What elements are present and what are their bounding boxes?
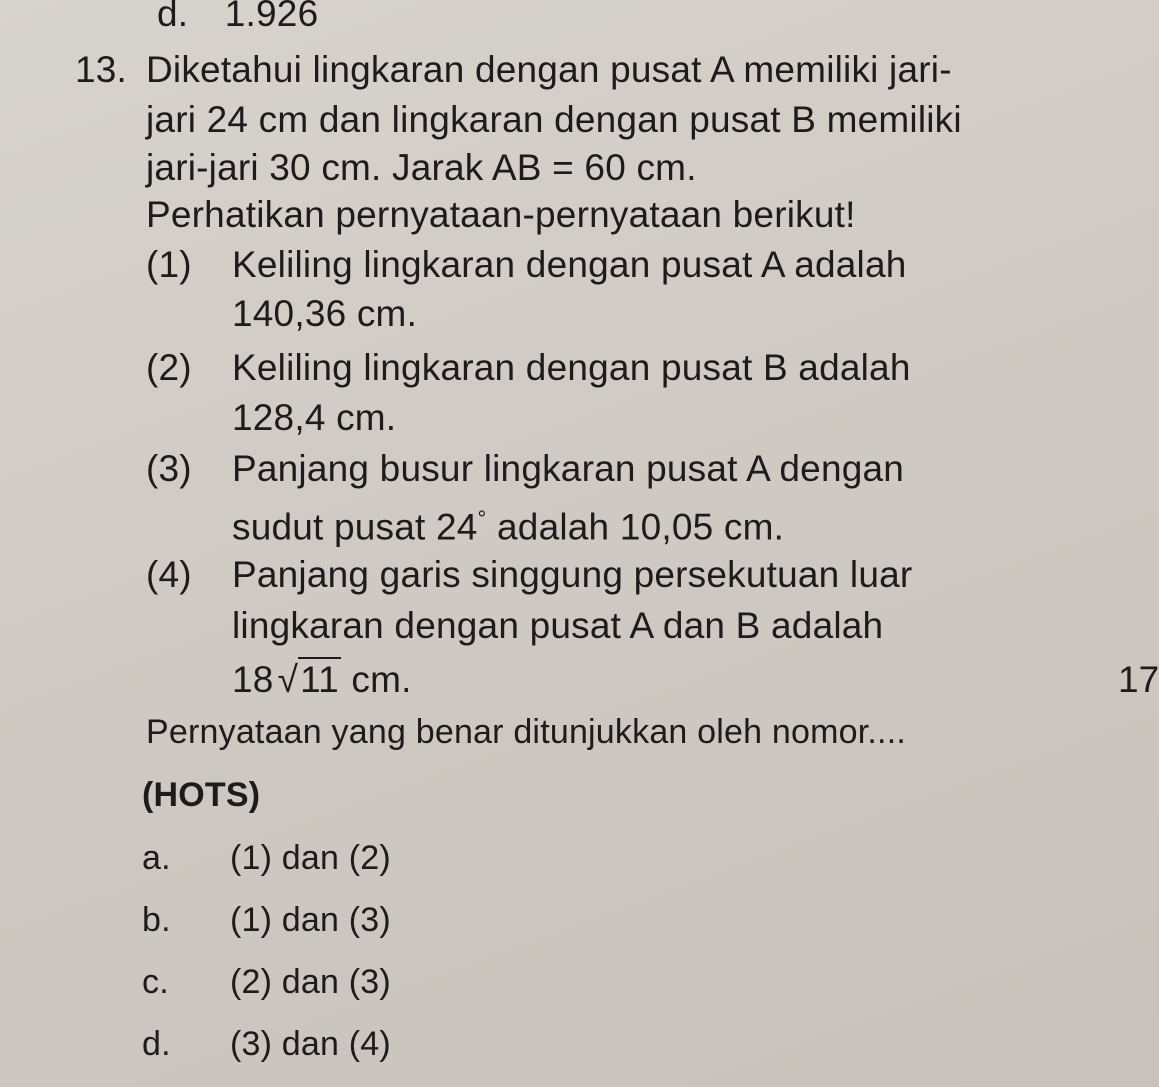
option-c-text: (2) dan (3) [230,963,391,1001]
option-c [142,960,391,1004]
option-a [142,836,391,880]
question-number: 13. [75,49,128,90]
statement-3-line-2-post: adalah 10,05 cm. [486,506,785,548]
question-stem-line-4: Perhatikan pernyataan-pernyataan berikut! [146,194,856,235]
statement-4-line-3 [232,658,412,702]
previous-option-letter: d. [157,0,189,34]
previous-option-value: 1.926 [224,0,319,34]
sqrt-radical-sign: √ [277,659,299,700]
statement-3-label: (3) [146,448,192,489]
statement-4-line-2: lingkaran dengan pusat A dan B adalah [232,605,884,646]
question-stem-line-1: Diketahui lingkaran dengan pusat A memiliki jari- [146,49,952,90]
degree-symbol: ° [477,506,487,531]
statement-4-line-1: Panjang garis singgung persekutuan luar [232,554,913,595]
sqrt-coefficient: 18 [232,659,274,700]
option-a-letter: a. [142,839,171,877]
question-stem-line-3: jari-jari 30 cm. Jarak AB = 60 cm. [146,147,697,188]
statement-3-line-2-pre: sudut pusat 24 [232,506,478,548]
statement-1-line-2: 140,36 cm. [232,293,418,334]
option-c-letter: c. [142,963,169,1001]
question-stem-line-2: jari 24 cm dan lingkaran dengan pusat B memiliki [146,99,962,140]
option-b [142,898,391,942]
statement-3-line-1: Panjang busur lingkaran pusat A dengan [232,448,905,489]
margin-fragment: 17 [1118,659,1159,700]
hots-tag: (HOTS) [142,776,261,814]
previous-option [157,0,318,36]
option-d-letter: d. [142,1025,171,1063]
option-b-letter: b. [142,901,171,939]
statement-2-label: (2) [146,347,192,388]
statement-1-line-1: Keliling lingkaran dengan pusat A adalah [232,244,907,285]
option-b-text: (1) dan (3) [230,901,391,939]
statement-2-line-1: Keliling lingkaran dengan pusat B adalah [232,347,911,388]
statement-3-line-2 [232,497,784,549]
sqrt-radicand: 11 [300,659,339,700]
statement-2-line-2: 128,4 cm. [232,397,397,438]
sqrt-expression [274,658,341,702]
statement-4-unit: cm. [340,659,412,700]
statement-4-label: (4) [146,554,192,595]
option-d-text: (3) dan (4) [230,1025,391,1063]
question-prompt: Pernyataan yang benar ditunjukkan oleh nomor.... [146,713,906,751]
option-a-text: (1) dan (2) [230,839,391,877]
statement-1-label: (1) [146,244,192,285]
option-d [142,1022,391,1066]
